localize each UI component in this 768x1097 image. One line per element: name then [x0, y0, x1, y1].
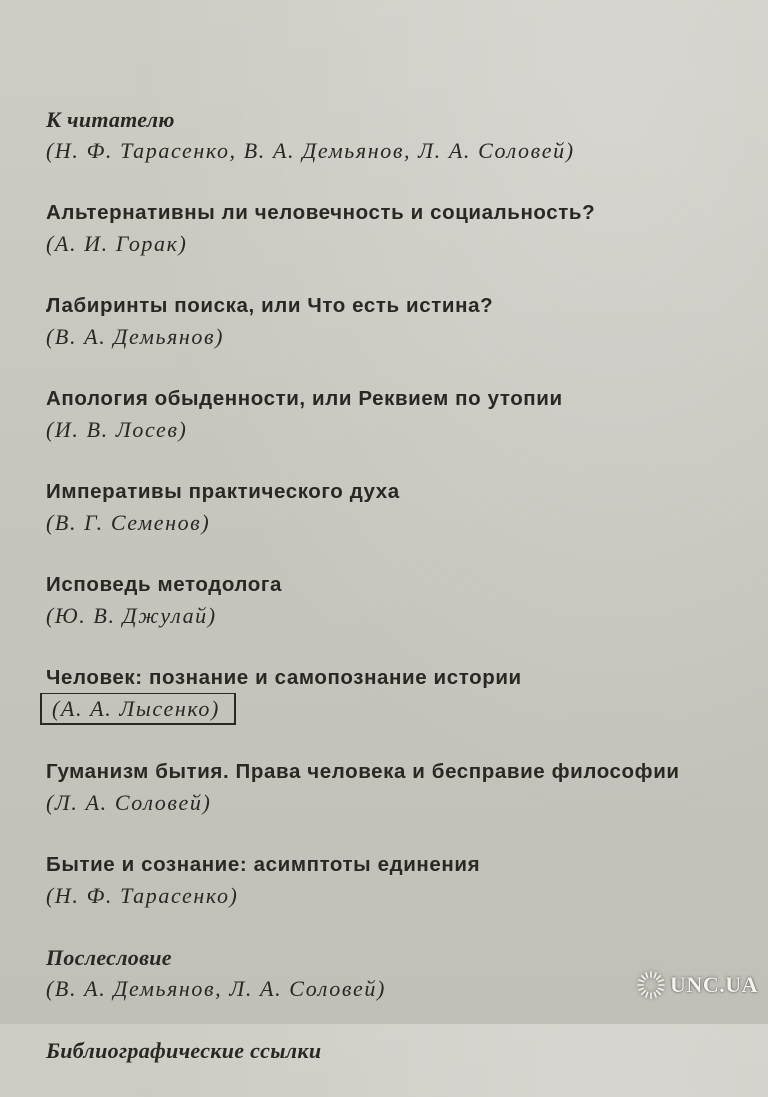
toc-entry	[46, 383, 766, 445]
toc-entry-title: Альтернативны ли человечность и социальность?	[46, 201, 596, 224]
toc-entry	[46, 1035, 766, 1066]
watermark	[636, 970, 758, 1000]
toc-entry	[46, 849, 766, 911]
toc-entry-title: Человек: познание и самопознание истории	[46, 666, 522, 689]
toc-entry-title: Апология обыденности, или Реквием по утопии	[46, 387, 563, 410]
toc-entry-authors: (Н. Ф. Тарасенко, В. А. Демьянов, Л. А. Соловей)	[46, 138, 575, 163]
toc-entry-title: Гуманизм бытия. Права человека и бесправие философии	[46, 760, 680, 783]
toc-entry	[46, 756, 766, 818]
toc-entry-title: Бытие и сознание: асимптоты единения	[46, 853, 481, 876]
table-of-contents	[46, 104, 766, 1097]
toc-entry-authors: (Н. Ф. Тарасенко)	[46, 883, 239, 908]
toc-entry-title: К читателю	[46, 107, 175, 132]
toc-entry-authors: (Л. А. Соловей)	[46, 790, 212, 815]
toc-entry	[46, 197, 766, 259]
toc-entry-authors: (В. А. Демьянов)	[46, 324, 225, 349]
toc-entry-title: Лабиринты поиска, или Что есть истина?	[46, 294, 494, 317]
toc-entry-authors: (Ю. В. Джулай)	[46, 603, 217, 628]
sunburst-logo-icon	[636, 970, 666, 1000]
toc-entry-authors-boxed	[46, 693, 766, 725]
toc-entry-authors: (В. А. Демьянов, Л. А. Соловей)	[46, 976, 386, 1001]
toc-entry	[46, 104, 766, 166]
toc-entry-authors: (В. Г. Семенов)	[46, 510, 211, 535]
toc-entry-title: Послесловие	[46, 945, 172, 970]
toc-entry-title: Исповедь методолога	[46, 573, 283, 596]
hand-drawn-box-annotation: (А. А. Лысенко)	[40, 693, 236, 725]
toc-entry	[46, 290, 766, 352]
toc-entry-title: Императивы практического духа	[46, 480, 400, 503]
toc-entry-authors: (А. И. Горак)	[46, 231, 188, 256]
toc-entry	[46, 569, 766, 631]
toc-entry-title: Библиографические ссылки	[46, 1038, 322, 1063]
toc-entry	[46, 662, 766, 725]
toc-entry	[46, 476, 766, 538]
toc-entry-authors: (И. В. Лосев)	[46, 417, 188, 442]
watermark-text: UNC.UA	[670, 972, 758, 997]
